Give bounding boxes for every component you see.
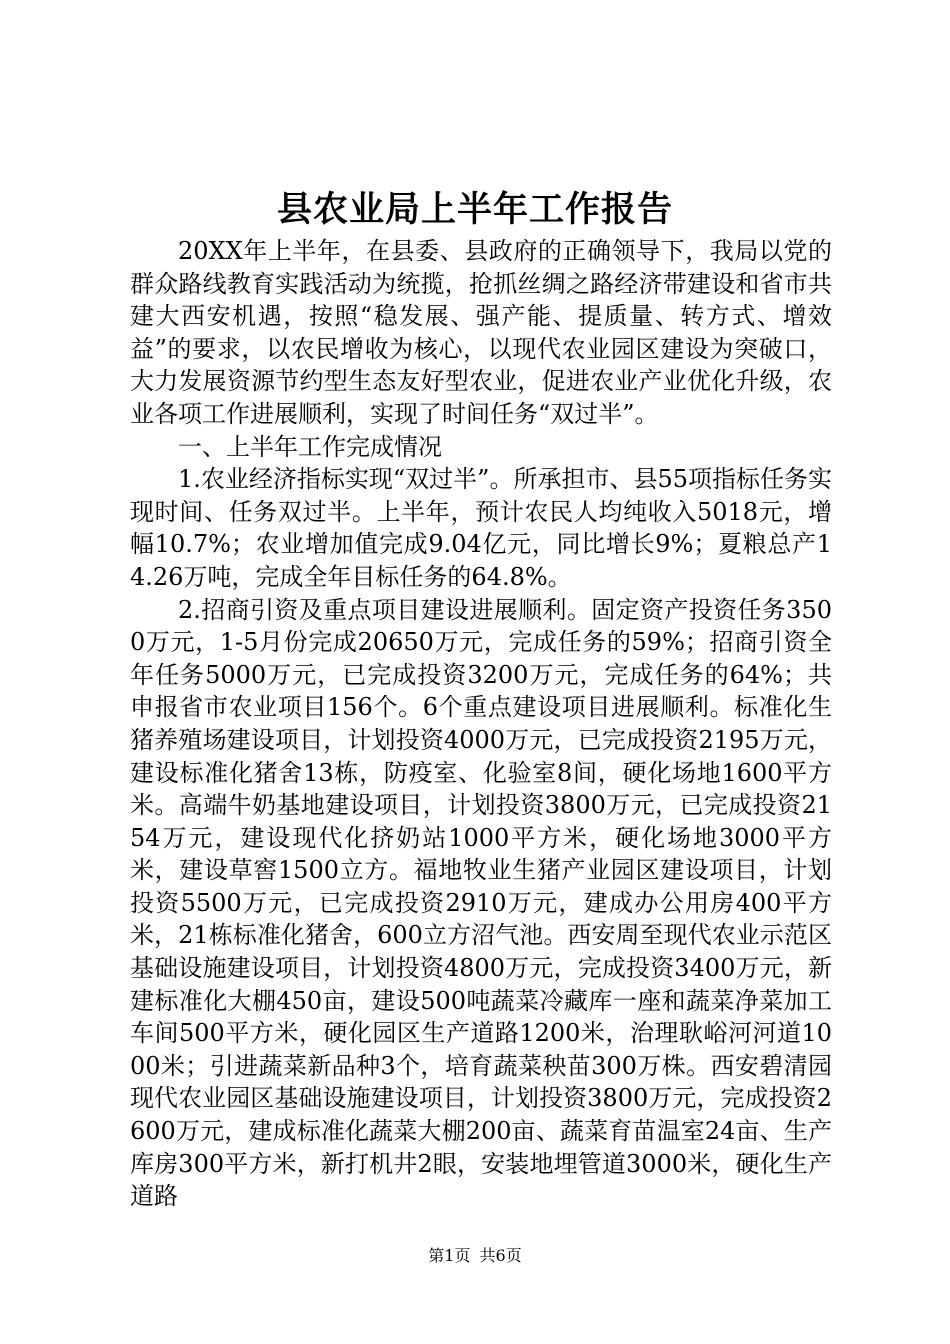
- paragraph-item-1: 1.农业经济指标实现“双过半”。所承担市、县55项指标任务实现时间、任务双过半。上半年，预计农民人均纯收入5018元，增幅10.7%；农业增加值完成9.04亿元，同比增长9%；夏粮总产14.26万吨，完成全年目标任务的64.8%。: [130, 465, 832, 591]
- page-number: 第1页: [428, 1246, 471, 1265]
- paragraph-intro: 20XX年上半年，在县委、县政府的正确领导下，我局以党的群众路线教育实践活动为统揽，抢抓丝绸之路经济带建设和省市共建大西安机遇，按照“稳发展、强产能、提质量、转方式、增效益”的要求，以农民增收为核心，以现代农业园区建设为突破口，大力发展资源节约型生态友好型农业，促进农业产业优化升级，农业各项工作进展顺利，实现了时间任务“双过半”。: [130, 237, 832, 428]
- page-total: 共6页: [479, 1246, 522, 1265]
- document-title: 县农业局上半年工作报告: [276, 189, 673, 230]
- document-body: [130, 235, 832, 1213]
- paragraph-item-2: 2.招商引资及重点项目建设进展顺利。固定资产投资任务3500万元，1-5月份完成20650万元，完成任务的59%；招商引资全年任务5000万元，已完成投资3200万元，完成任务的64%；共申报省市农业项目156个。6个重点建设项目进展顺利。标准化生猪养殖场建设项目，计划投资4000万元，已完成投资2195万元，建设标准化猪舍13栋，防疫室、化验室8间，硬化场地1600平方米。高端牛奶基地建设项目，计划投资3800万元，已完成投资2154万元，建设现代化挤奶站1000平方米，硬化场地3000平方米，建设草窖1500立方。福地牧业生猪产业园区建设项目，计划投资5500万元，已完成投资2910万元，建成办公用房400平方米，21栋标准化猪舍，600立方沼气池。西安周至现代农业示范区基础设施建设项目，计划投资4800万元，完成投资3400万元，新建标准化大棚450亩，建设500吨蔬菜冷藏库一座和蔬菜净菜加工车间500平方米，硬化园区生产道路1200米，治理耿峪河河道1000米；引进蔬菜新品种3个，培育蔬菜秧苗300万株。西安碧清园现代农业园区基础设施建设项目，计划投资3800万元，完成投资2600万元，建成标准化蔬菜大棚200亩、蔬菜育苗温室24亩、生产库房300平方米，新打机井2眼，安装地埋管道3000米，硬化生产道路: [130, 595, 832, 1211]
- page-footer: [0, 1245, 950, 1267]
- section-heading: 一、上半年工作完成情况: [178, 432, 442, 461]
